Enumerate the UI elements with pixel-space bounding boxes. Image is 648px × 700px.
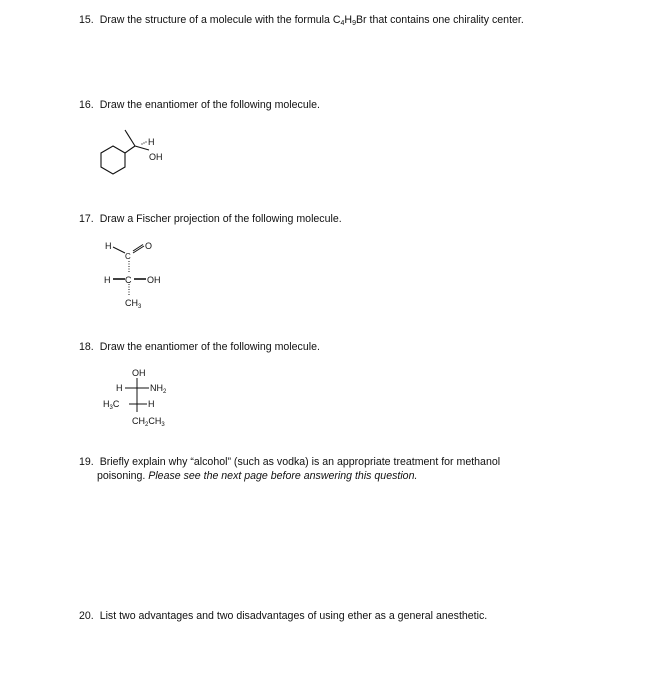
- question-17-number: 17.: [79, 213, 94, 225]
- q18-label-ch2ch3: $CH_2CH_3$: [132, 416, 165, 428]
- question-17-text: Draw a Fischer projection of the following molecule.: [99, 213, 342, 225]
- question-19-number: 19.: [79, 456, 94, 468]
- q16-molecule-structure: [95, 122, 175, 186]
- cyclohexane-ring: [101, 146, 125, 174]
- question-16-number: 16.: [79, 99, 94, 111]
- q17-label-h-left: H: [104, 275, 111, 285]
- q16-label-oh: OH: [149, 152, 163, 162]
- q17-molecule-structure: [100, 236, 180, 316]
- question-18-number: 18.: [79, 341, 94, 353]
- question-19-line-2: [79, 469, 500, 483]
- q17-label-c-top: C: [125, 252, 131, 261]
- q17-label-c-mid: C: [125, 275, 132, 285]
- question-19-text: Briefly explain why “alcohol” (such as vodka) is an appropriate treatment for methanol: [99, 456, 501, 468]
- q18-fischer-projection: [100, 364, 200, 436]
- question-19-note: Please see the next page before answering this question.: [148, 470, 418, 482]
- q18-label-oh: OH: [132, 368, 146, 378]
- q17-label-ch3: $CH_3$: [125, 298, 142, 310]
- question-16-text: Draw the enantiomer of the following molecule.: [99, 99, 320, 111]
- question-15-text: Draw the structure of a molecule with the formula $C_4H_9Br$ that contains one chirality center.: [99, 14, 524, 27]
- question-15: [79, 13, 524, 27]
- q18-label-h-top: H: [116, 383, 123, 393]
- q18-label-h-bottom: H: [148, 399, 155, 409]
- question-19-text-2: poisoning.: [97, 470, 146, 482]
- question-20: [79, 609, 487, 623]
- question-15-number: 15.: [79, 14, 94, 26]
- question-20-text: List two advantages and two disadvantages of using ether as a general anesthetic.: [99, 610, 488, 622]
- q17-label-h-top: H: [105, 241, 112, 251]
- question-17: [79, 212, 342, 226]
- question-19-line-1: [79, 455, 500, 469]
- question-16: [79, 98, 320, 112]
- q16-label-h: H: [148, 137, 155, 147]
- question-19: [79, 455, 500, 483]
- q17-label-o: O: [145, 241, 153, 251]
- question-20-number: 20.: [79, 610, 94, 622]
- question-18: [79, 340, 320, 354]
- q17-label-oh: OH: [147, 275, 161, 285]
- q18-label-nh2: $NH_2$: [150, 383, 167, 395]
- question-18-text: Draw the enantiomer of the following molecule.: [99, 341, 320, 353]
- q18-label-h3c: $H_3C$: [103, 399, 120, 411]
